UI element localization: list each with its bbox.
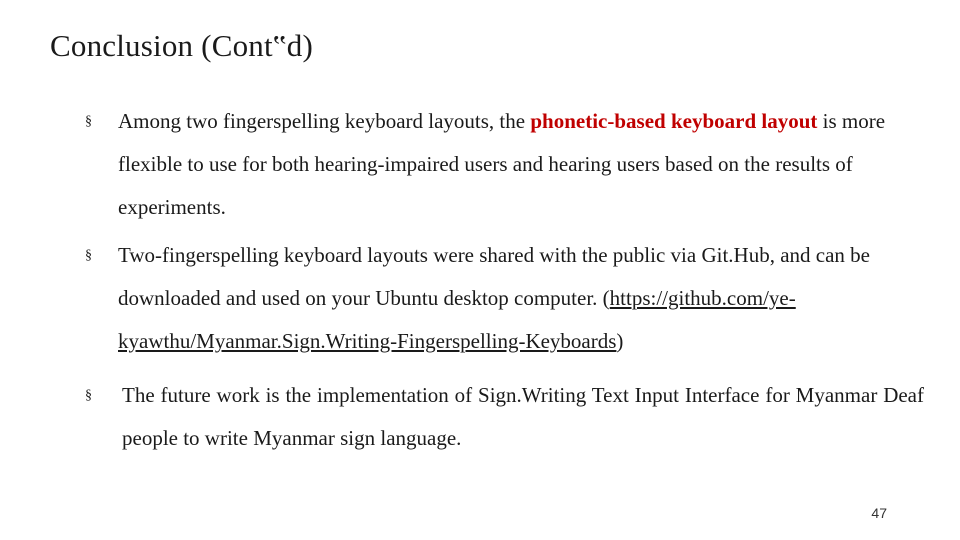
github-link[interactable]: https://github.com/ye-kyawthu/Myanmar.Sign.Writing-Fingerspelling-Keyboards [118,286,796,353]
bullet-item-2 [118,234,918,363]
page-number: 47 [871,505,887,521]
bullet-item-3: The future work is the implementation of Sign.Writing Text Input Interface for Myanmar Deaf people to write Myanmar sign language. [122,383,924,450]
bullet-1-text-start: Among two fingerspelling keyboard layouts, the [118,109,531,133]
bullet-marker-1: § [85,114,92,129]
slide-title: Conclusion (Cont‟d) [50,28,313,63]
bullet-item-1 [118,100,918,229]
bullet-2-text-end: ) [616,329,624,353]
bullet-1-highlight: phonetic-based keyboard layout [530,109,818,133]
bullet-marker-3: § [85,388,92,403]
bullet-2-text-start: Two-fingerspelling keyboard layouts were shared with the public via Git.Hub, and can be downloaded and used on your Ubuntu desktop computer. ( [118,243,870,310]
bullet-marker-2: § [85,248,92,263]
bullet-1-text-end: is more flexible to use for both hearing-impaired users and hearing users based on the results of experiments. [118,109,886,219]
